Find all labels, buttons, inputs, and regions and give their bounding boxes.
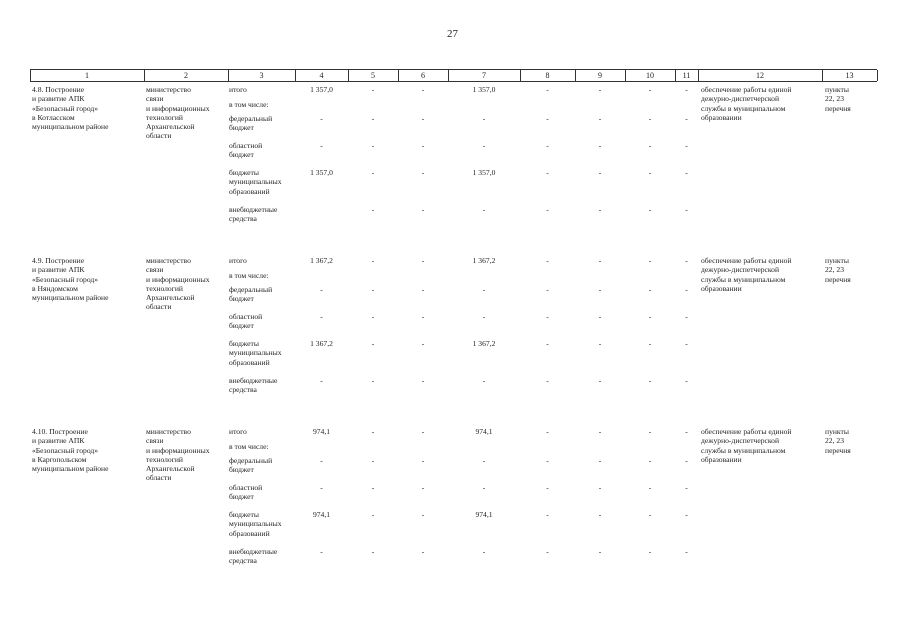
header-cell: 2: [184, 71, 188, 80]
value-cell: -: [546, 141, 549, 150]
value-cell: -: [598, 376, 602, 385]
source-label: внебюджетные средства: [229, 547, 278, 566]
value-cell: 1 367,2: [472, 256, 496, 265]
value-cell: -: [598, 205, 602, 214]
value-cell: 1 357,0: [472, 85, 496, 94]
value-cell: -: [482, 547, 486, 556]
value-cell: -: [482, 205, 486, 214]
reference: пункты 22, 23 перечня: [825, 427, 851, 455]
value-cell: -: [482, 312, 486, 321]
value-cell: -: [371, 339, 375, 348]
value-cell: -: [421, 114, 425, 123]
source-label: областной бюджет: [229, 483, 263, 502]
value-cell: -: [482, 141, 486, 150]
value-cell: -: [320, 376, 323, 385]
value-cell: -: [546, 285, 549, 294]
value-cell: -: [598, 141, 602, 150]
source-label: внебюджетные средства: [229, 376, 278, 395]
value-cell: -: [546, 339, 549, 348]
value-cell: -: [685, 256, 688, 265]
measure-title: 4.8. Построение и развитие АПК «Безопасный город» в Котласском муниципальном районе: [32, 85, 109, 132]
value-cell: -: [421, 312, 425, 321]
value-cell: -: [648, 85, 652, 94]
value-cell: -: [648, 456, 652, 465]
value-cell: -: [598, 427, 602, 436]
value-cell: -: [648, 256, 652, 265]
value-cell: -: [421, 285, 425, 294]
header-cell: 11: [682, 71, 691, 80]
value-cell: 974,1: [312, 510, 331, 519]
value-cell: -: [546, 205, 549, 214]
result-text: обеспечение работы единой дежурно-диспетчерской службы в муниципальном образовании: [701, 256, 792, 293]
header-cell: 10: [646, 71, 654, 80]
value-cell: -: [482, 456, 486, 465]
value-cell: -: [685, 312, 688, 321]
header-cell: 6: [421, 71, 425, 80]
value-cell: -: [421, 376, 425, 385]
value-cell: -: [648, 205, 652, 214]
value-cell: -: [371, 85, 375, 94]
header-cell: 9: [598, 71, 602, 80]
value-cell: -: [648, 547, 652, 556]
executor: министерство связи и информационных технологий Архангельской области: [146, 256, 210, 312]
value-cell: -: [371, 285, 375, 294]
header-cell: 12: [756, 71, 764, 80]
source-label: федеральный бюджет: [229, 456, 273, 475]
value-cell: -: [648, 114, 652, 123]
value-cell: -: [421, 427, 425, 436]
value-cell: -: [482, 376, 486, 385]
value-cell: -: [421, 141, 425, 150]
value-cell: 974,1: [312, 427, 331, 436]
value-cell: -: [685, 168, 688, 177]
source-label: областной бюджет: [229, 312, 263, 331]
value-cell: -: [371, 312, 375, 321]
value-cell: -: [371, 168, 375, 177]
value-cell: -: [320, 141, 323, 150]
value-cell: -: [421, 456, 425, 465]
value-cell: -: [546, 510, 549, 519]
value-cell: -: [371, 256, 375, 265]
value-cell: -: [598, 483, 602, 492]
value-cell: -: [546, 456, 549, 465]
value-cell: -: [546, 114, 549, 123]
value-cell: 1 367,2: [310, 256, 333, 265]
value-cell: -: [546, 483, 549, 492]
measure-title: 4.9. Построение и развитие АПК «Безопасный город» в Няндомском муниципальном районе: [32, 256, 109, 303]
value-cell: -: [371, 510, 375, 519]
source-label: областной бюджет: [229, 141, 263, 160]
value-cell: -: [421, 256, 425, 265]
value-cell: -: [320, 285, 323, 294]
value-cell: 974,1: [475, 427, 493, 436]
value-cell: -: [685, 205, 688, 214]
reference: пункты 22, 23 перечня: [825, 85, 851, 113]
value-cell: -: [371, 547, 375, 556]
value-cell: -: [320, 483, 323, 492]
value-cell: -: [685, 376, 688, 385]
value-cell: -: [685, 285, 688, 294]
measure-block: [30, 427, 877, 577]
value-cell: -: [648, 141, 652, 150]
value-cell: -: [421, 483, 425, 492]
header-cell: 7: [482, 71, 486, 80]
value-cell: -: [421, 510, 425, 519]
header-cell: 3: [259, 71, 264, 80]
source-label: бюджеты муниципальных образований: [229, 510, 282, 538]
header-cell: 13: [845, 71, 854, 80]
reference: пункты 22, 23 перечня: [825, 256, 851, 284]
result-text: обеспечение работы единой дежурно-диспетчерской службы в муниципальном образовании: [701, 85, 792, 122]
source-label: итого: [229, 256, 247, 265]
executor: министерство связи и информационных технологий Архангельской области: [146, 85, 210, 141]
value-cell: -: [421, 85, 425, 94]
source-label: федеральный бюджет: [229, 285, 273, 304]
value-cell: -: [685, 547, 688, 556]
source-label: в том числе:: [229, 100, 269, 109]
value-cell: -: [685, 85, 688, 94]
value-cell: -: [320, 547, 323, 556]
value-cell: 1 357,0: [310, 85, 333, 94]
measure-block: [30, 256, 877, 406]
value-cell: -: [371, 376, 375, 385]
value-cell: -: [598, 256, 602, 265]
header-cell: 1: [85, 71, 89, 80]
value-cell: 1 357,0: [472, 168, 496, 177]
header-divider: [877, 70, 878, 81]
header-cell: 4: [319, 71, 324, 80]
value-cell: -: [371, 114, 375, 123]
header-cell: 8: [545, 71, 550, 80]
header-cell: 5: [371, 71, 375, 80]
measure-block: [30, 85, 877, 235]
value-cell: -: [648, 285, 652, 294]
value-cell: -: [371, 483, 375, 492]
value-cell: -: [482, 483, 486, 492]
value-cell: -: [482, 285, 486, 294]
value-cell: -: [598, 85, 602, 94]
value-cell: -: [598, 285, 602, 294]
value-cell: 1 357,0: [310, 168, 333, 177]
value-cell: 1 367,2: [310, 339, 333, 348]
measure-title: 4.10. Построение и развитие АПК «Безопасный город» в Каргопольском муниципальном районе: [32, 427, 109, 474]
value-cell: -: [648, 339, 652, 348]
value-cell: 1 367,2: [472, 339, 496, 348]
value-cell: -: [598, 168, 602, 177]
value-cell: -: [371, 427, 375, 436]
table-header: [30, 69, 877, 82]
value-cell: -: [320, 312, 323, 321]
source-label: внебюджетные средства: [229, 205, 278, 224]
source-label: бюджеты муниципальных образований: [229, 168, 282, 196]
page-number: 27: [447, 28, 458, 40]
value-cell: -: [598, 547, 602, 556]
value-cell: -: [648, 376, 652, 385]
value-cell: -: [482, 114, 486, 123]
source-label: в том числе:: [229, 442, 269, 451]
value-cell: -: [648, 312, 652, 321]
value-cell: -: [320, 114, 323, 123]
value-cell: -: [648, 427, 652, 436]
value-cell: -: [546, 85, 549, 94]
value-cell: -: [546, 547, 549, 556]
source-label: в том числе:: [229, 271, 269, 280]
value-cell: -: [685, 141, 688, 150]
value-cell: -: [421, 168, 425, 177]
result-text: обеспечение работы единой дежурно-диспетчерской службы в муниципальном образовании: [701, 427, 792, 464]
value-cell: -: [685, 456, 688, 465]
value-cell: -: [546, 256, 549, 265]
value-cell: -: [648, 483, 652, 492]
value-cell: -: [598, 456, 602, 465]
value-cell: -: [546, 168, 549, 177]
value-cell: -: [546, 312, 549, 321]
value-cell: -: [598, 114, 602, 123]
value-cell: -: [546, 427, 549, 436]
executor: министерство связи и информационных технологий Архангельской области: [146, 427, 210, 483]
source-label: бюджеты муниципальных образований: [229, 339, 282, 367]
value-cell: -: [371, 205, 375, 214]
value-cell: -: [598, 312, 602, 321]
value-cell: -: [598, 510, 602, 519]
value-cell: -: [371, 456, 375, 465]
value-cell: -: [685, 483, 688, 492]
value-cell: -: [320, 456, 323, 465]
value-cell: -: [648, 168, 652, 177]
value-cell: -: [546, 376, 549, 385]
value-cell: -: [371, 141, 375, 150]
value-cell: 974,1: [475, 510, 493, 519]
value-cell: -: [421, 547, 425, 556]
source-label: итого: [229, 427, 247, 436]
value-cell: -: [685, 510, 688, 519]
source-label: федеральный бюджет: [229, 114, 273, 133]
value-cell: -: [685, 427, 688, 436]
value-cell: -: [421, 205, 425, 214]
value-cell: -: [685, 114, 688, 123]
value-cell: -: [685, 339, 688, 348]
source-label: итого: [229, 85, 247, 94]
value-cell: -: [598, 339, 602, 348]
value-cell: -: [648, 510, 652, 519]
value-cell: -: [421, 339, 425, 348]
